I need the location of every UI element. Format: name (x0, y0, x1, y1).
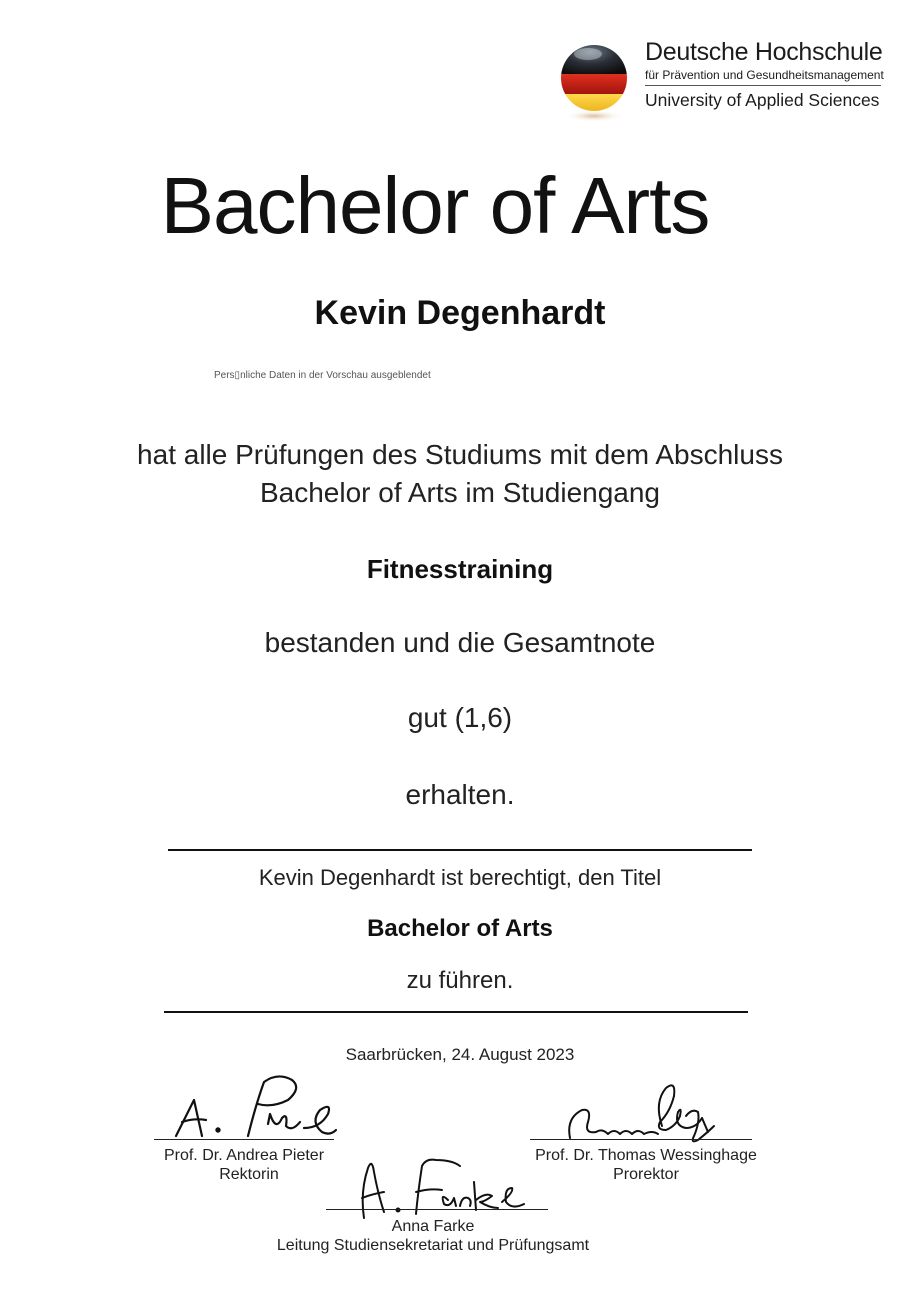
signature-line-right (530, 1139, 752, 1140)
statement-line-4: erhalten. (405, 779, 515, 810)
privacy-note: Pers▯nliche Daten in der Vorschau ausgeblendet (214, 370, 431, 381)
signature-center-icon (356, 1152, 536, 1222)
program-name: Fitnesstraining (366, 554, 554, 584)
statement-line-2: Bachelor of Arts im Studiengang (259, 477, 660, 508)
entitled-end: zu führen. (406, 967, 514, 994)
statement-line-1: hat alle Prüfungen des Studiums mit dem Abschluss (137, 439, 783, 470)
university-subtitle: für Prävention und Gesundheitsmanagement (645, 68, 884, 82)
signatory-right-role: Prorektor (613, 1166, 679, 1183)
logo-divider (645, 85, 881, 86)
signature-line-center (326, 1209, 548, 1210)
divider-bottom (164, 1011, 748, 1013)
place-date: Saarbrücken, 24. August 2023 (345, 1045, 575, 1064)
signatory-center-role: Leitung Studiensekretariat und Prüfungsamt (276, 1237, 590, 1254)
signatory-left-name: Prof. Dr. Andrea Pieter (163, 1147, 325, 1164)
university-logo-sphere-icon (558, 40, 630, 122)
divider-top (168, 849, 752, 851)
signature-line-left (154, 1139, 334, 1140)
entitled-title: Bachelor of Arts (367, 915, 553, 942)
degree-title: Bachelor of Arts (160, 161, 710, 250)
statement-line-3: bestanden und die Gesamtnote (264, 627, 656, 658)
signatory-right-name: Prof. Dr. Thomas Wessinghage (535, 1147, 757, 1164)
signatory-center-name: Anna Farke (391, 1218, 475, 1235)
grade: gut (1,6) (407, 702, 513, 733)
signature-left-icon (160, 1074, 340, 1140)
university-name: Deutsche Hochschule (645, 38, 883, 66)
university-logo-text (645, 38, 884, 111)
signatory-left-role: Rektorin (219, 1166, 279, 1183)
entitled-text: Kevin Degenhardt ist berechtigt, den Titel (258, 865, 662, 890)
student-name: Kevin Degenhardt (314, 294, 606, 332)
university-type: University of Applied Sciences (645, 90, 880, 110)
signature-right-icon (562, 1082, 732, 1146)
